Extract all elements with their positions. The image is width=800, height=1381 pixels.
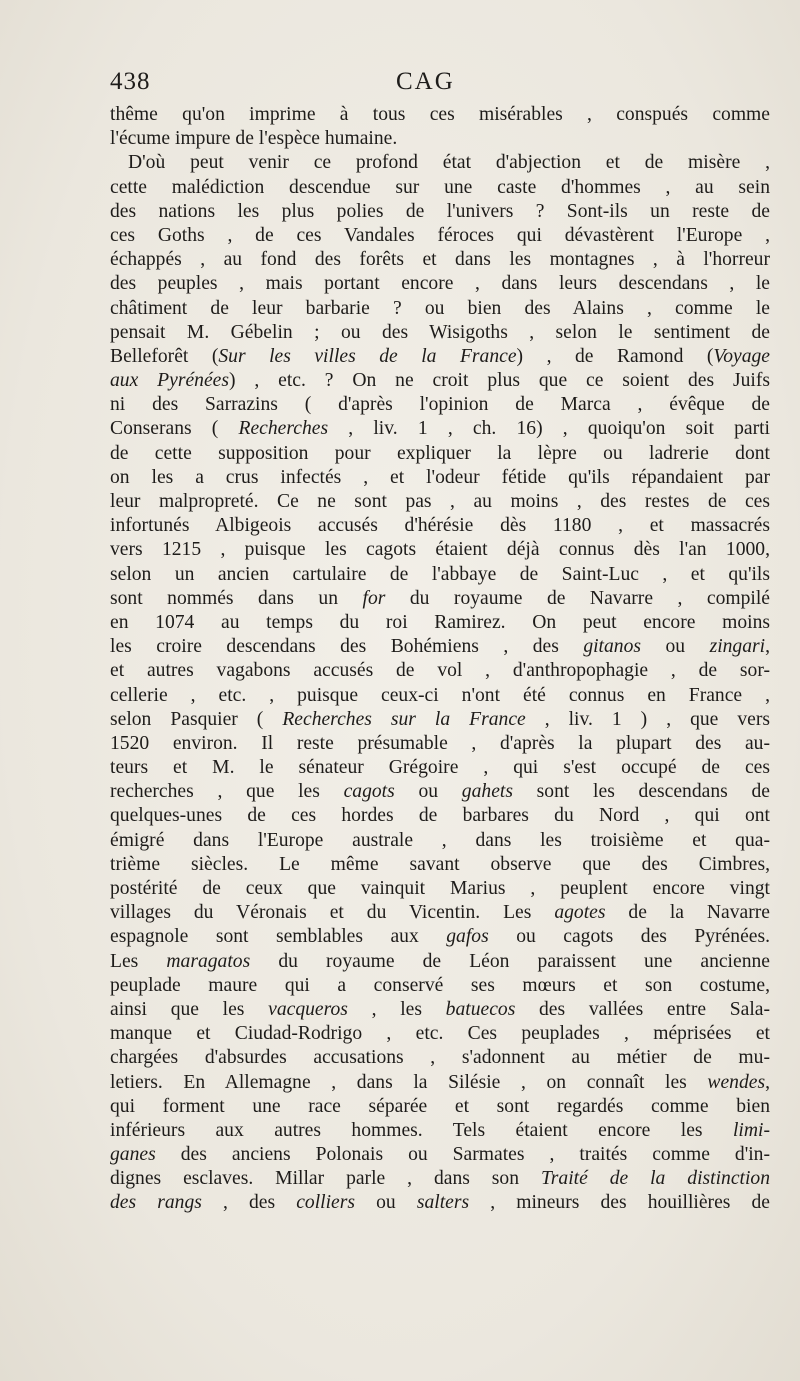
text-segment: chargées d'absurdes accusations , s'adonnent au métier de mu-	[110, 1047, 770, 1069]
text-segment: émigré dans l'Europe australe , dans les troisième et qua-	[110, 829, 770, 851]
text-segment: cellerie , etc. , puisque ceux-ci n'ont été connus en France ,	[110, 684, 770, 706]
text-segment: selon Pasquier (	[110, 708, 283, 730]
text-segment: , des	[201, 1192, 297, 1214]
text-segment: , les	[347, 998, 446, 1020]
text-segment: Conserans (	[110, 418, 239, 440]
text-segment: selon un ancien cartulaire de l'abbaye de Saint-Luc , et qu'ils	[110, 563, 770, 585]
italic-text: Recherches sur la France	[282, 708, 526, 730]
text-segment: des vallées entre Sala-	[515, 998, 771, 1020]
text-line	[110, 1167, 770, 1191]
text-line	[110, 417, 770, 441]
text-segment: des peuples , mais portant encore , dans leurs descendans , le	[110, 273, 770, 295]
text-segment: ) , de Ramond (	[516, 345, 714, 367]
italic-text: colliers	[296, 1192, 356, 1214]
body-text	[110, 103, 770, 1216]
text-line	[110, 248, 770, 272]
text-segment: en 1074 au temps du roi Ramirez. On peut encore moins	[110, 611, 770, 633]
text-line	[110, 1143, 770, 1167]
text-line	[110, 974, 770, 998]
text-line	[110, 732, 770, 756]
italic-text: batuecos	[445, 998, 516, 1020]
text-line	[110, 853, 770, 877]
text-line	[110, 127, 770, 151]
text-segment: , liv. 1 , ch. 16) , quoiqu'on soit parti	[328, 418, 770, 440]
text-segment: , liv. 1 ) , que vers	[525, 708, 771, 730]
text-segment: villages du Véronais et du Vicentin. Les	[110, 902, 555, 924]
italic-text: des rangs	[110, 1192, 202, 1214]
text-segment: du royaume de Navarre , compilé	[385, 587, 770, 609]
text-segment: échappés , au fond des forêts et dans les montagnes , à l'horreur	[110, 249, 770, 271]
text-line	[110, 200, 770, 224]
italic-text: Sur les villes de la France	[218, 345, 517, 367]
text-segment: manque et Ciudad-Rodrigo , etc. Ces peuplades , méprisées et	[110, 1023, 770, 1045]
italic-text: for	[362, 587, 386, 609]
italic-text: cagots	[343, 781, 395, 803]
text-line	[110, 224, 770, 248]
text-segment: ou	[355, 1192, 417, 1214]
text-segment: des anciens Polonais ou Sarmates , traités comme d'in-	[155, 1144, 770, 1166]
text-segment: ,	[765, 1071, 770, 1093]
text-segment: du royaume de Léon paraissent une ancienne	[250, 950, 770, 972]
text-segment: et autres vagabons accusés de vol , d'anthropophagie , de sor-	[110, 660, 770, 682]
italic-text: vacqueros	[268, 998, 348, 1020]
text-line	[110, 998, 770, 1022]
italic-text: Recherches	[238, 418, 329, 440]
italic-text: wendes	[707, 1071, 766, 1093]
text-segment: 1520 environ. Il reste présumable , d'après la plupart des au-	[110, 732, 770, 754]
text-line	[110, 1022, 770, 1046]
text-segment: cette malédiction descendue sur une caste d'hommes , au sein	[110, 176, 770, 198]
text-segment: ) , etc. ? On ne croit plus que ce soient des Juifs	[228, 370, 770, 392]
text-line	[110, 1119, 770, 1143]
text-segment: qui forment une race séparée et sont regardés comme bien	[110, 1095, 770, 1117]
italic-text: gahets	[461, 781, 513, 803]
text-segment: des nations les plus polies de l'univers ? Sont-ils un reste de	[110, 200, 770, 222]
text-line	[110, 1191, 770, 1215]
text-line	[110, 538, 770, 562]
text-segment: l'écume impure de l'espèce humaine.	[110, 128, 398, 150]
text-line	[110, 514, 770, 538]
text-line	[110, 151, 770, 175]
text-line	[110, 1071, 770, 1095]
text-segment: châtiment de leur barbarie ? ou bien des Alains , comme le	[110, 297, 770, 319]
text-segment: sont nommés dans un	[110, 587, 363, 609]
text-line	[110, 708, 770, 732]
text-line	[110, 587, 770, 611]
text-segment: teurs et M. le sénateur Grégoire , qui s'est occupé de ces	[110, 757, 770, 779]
text-line	[110, 684, 770, 708]
italic-text: gafos	[446, 926, 489, 948]
text-segment: quelques-unes de ces hordes de barbares du Nord , qui ont	[110, 805, 770, 827]
italic-text: agotes	[554, 902, 606, 924]
text-line	[110, 297, 770, 321]
text-line	[110, 466, 770, 490]
text-segment: on les a crus infectés , et l'odeur fétide qu'ils répandaient par	[110, 466, 770, 488]
text-segment: ainsi que les	[110, 998, 269, 1020]
page-number: 438	[110, 68, 151, 95]
text-line	[110, 659, 770, 683]
text-segment: letiers. En Allemagne , dans la Silésie , on connaît les	[110, 1071, 708, 1093]
page-header	[110, 68, 770, 104]
text-segment: ,	[765, 636, 770, 658]
running-head: CAG	[396, 68, 455, 95]
text-segment: dignes esclaves. Millar parle , dans son	[110, 1168, 541, 1190]
text-line	[110, 272, 770, 296]
text-line	[110, 950, 770, 974]
text-line	[110, 176, 770, 200]
italic-text: ganes	[110, 1144, 156, 1166]
text-segment: leur malpropreté. Ce ne sont pas , au moins , des restes de ces	[110, 491, 770, 512]
text-line	[110, 611, 770, 635]
italic-text: Voyage	[713, 345, 770, 367]
text-line	[110, 901, 770, 925]
text-segment: recherches , que les	[110, 781, 344, 803]
italic-text: salters	[416, 1192, 470, 1214]
text-segment: Les	[110, 950, 167, 972]
text-segment: peuplade maure qui a conservé ses mœurs et son costume,	[110, 974, 770, 996]
text-line	[110, 490, 770, 514]
text-line	[110, 563, 770, 587]
italic-text: maragatos	[166, 950, 251, 972]
text-segment: Belleforêt (	[110, 345, 219, 367]
italic-text: limi-	[732, 1119, 770, 1141]
text-segment: ni des Sarrazins ( d'après l'opinion de Marca , évêque de	[110, 394, 770, 416]
italic-text: zingari	[709, 636, 766, 658]
text-line	[110, 321, 770, 345]
text-line	[110, 804, 770, 828]
text-line	[110, 369, 770, 393]
text-segment: postérité de ceux que vainquit Marius , peuplent encore vingt	[110, 878, 770, 899]
text-segment: inférieurs aux autres hommes. Tels étaient encore les	[110, 1119, 733, 1141]
text-segment: ou	[394, 781, 462, 803]
text-segment: ou cagots des Pyrénées.	[488, 926, 770, 948]
text-segment: de cette supposition pour expliquer la lèpre ou ladrerie dont	[110, 442, 770, 464]
text-line	[110, 393, 770, 417]
text-line	[110, 1046, 770, 1070]
text-line	[110, 756, 770, 780]
text-segment: sont les descendans de	[512, 781, 770, 803]
italic-text: aux Pyrénées	[110, 370, 229, 392]
italic-text: Traité de la distinction	[540, 1168, 770, 1190]
text-segment: ces Goths , de ces Vandales féroces qui dévastèrent l'Europe ,	[110, 224, 770, 246]
text-segment: infortunés Albigeois accusés d'hérésie dès 1180 , et massacrés	[110, 515, 770, 537]
text-line	[110, 780, 770, 804]
text-line	[110, 103, 770, 127]
text-segment: pensait M. Gébelin ; ou des Wisigoths , selon le sentiment de	[110, 321, 770, 343]
text-line	[110, 877, 770, 901]
text-segment: D'où peut venir ce profond état d'abjection et de misère ,	[128, 152, 770, 174]
text-line	[110, 1095, 770, 1119]
text-segment: thême qu'on imprime à tous ces misérables , conspués comme	[110, 104, 770, 125]
text-line	[110, 829, 770, 853]
text-segment: de la Navarre	[605, 902, 770, 924]
italic-text: gitanos	[583, 636, 642, 658]
text-line	[110, 442, 770, 466]
text-segment: , mineurs des houillières de	[469, 1192, 771, 1214]
text-line	[110, 345, 770, 369]
text-segment: vers 1215 , puisque les cagots étaient déjà connus dès l'an 1000,	[110, 539, 770, 561]
text-segment: ou	[641, 636, 710, 658]
text-segment: les croire descendans des Bohémiens , des	[110, 636, 584, 658]
text-line	[110, 925, 770, 949]
text-segment: trième siècles. Le même savant observe que des Cimbres,	[110, 853, 770, 875]
text-line	[110, 635, 770, 659]
text-segment: espagnole sont semblables aux	[110, 926, 447, 948]
